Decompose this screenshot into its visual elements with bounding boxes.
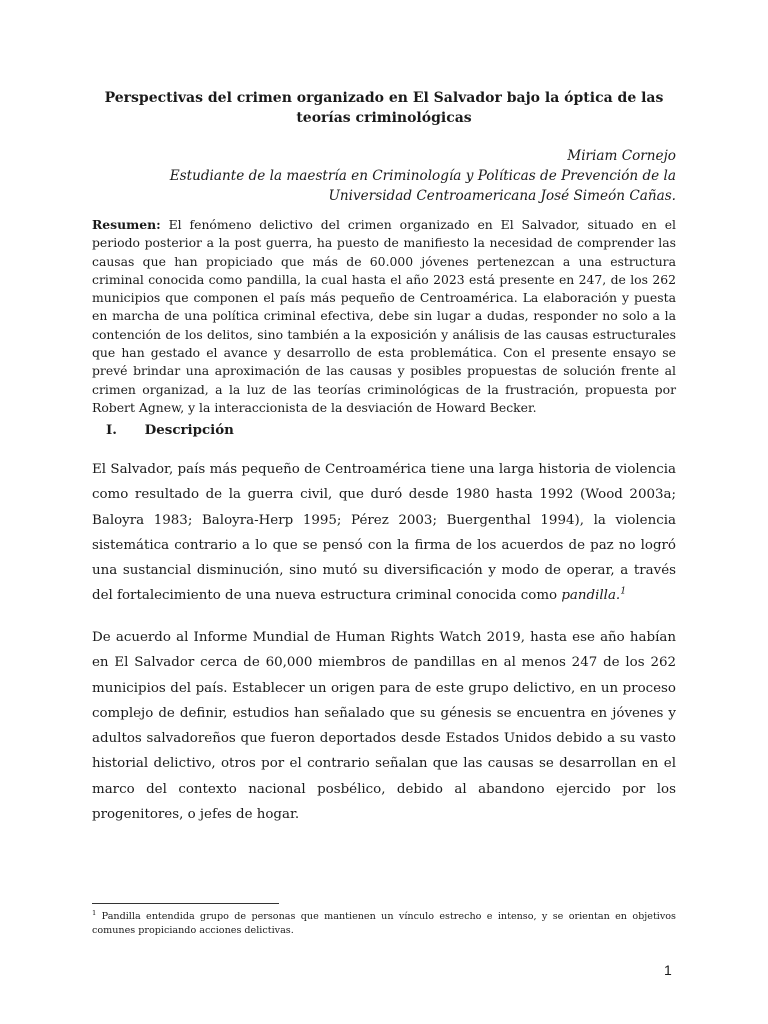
paper-title: Perspectivas del crimen organizado en El Salvador bajo la óptica de las teorías criminológicas: [104, 90, 664, 126]
author-name: Miriam Cornejo: [567, 148, 676, 164]
footnote-mark: 1: [92, 908, 97, 917]
section-heading: [106, 421, 234, 439]
footnote: [92, 910, 676, 937]
abstract-text: El fenómeno delictivo del crimen organizado en El Salvador, situado en el periodo posterior a la post guerra, ha puesto de manifiesto la necesidad de comprender las causas que han propiciado que más de 60.000 jóvenes pertenezcan a una estructura criminal conocida como pandilla, la cual hasta el año 2023 está presente en 247, de los 262 municipios que componen el país más pequeño de Centroamérica. La elaboración y puesta en marcha de una política criminal efectiva, debe sin lugar a dudas, responder no solo a la contención de los delitos, sino también a la exposición y análisis de las causas estructurales que han gestado el avance y desarrollo de esta problemática. Con el presente ensayo se prevé brindar una aproximación de las causas y posibles propuestas de solución frente al crimen organizad, a la luz de las teorías criminológicas de la frustración, propuesta por Robert Agnew, y la interaccionista de la desviación de Howard Becker.: [92, 217, 676, 415]
section-title: Descripción: [144, 422, 234, 438]
body-paragraph-2: [92, 625, 676, 827]
abstract-label: Resumen:: [92, 217, 161, 232]
abstract: [92, 216, 676, 417]
paragraph-1-italic-term: pandilla.: [561, 588, 621, 604]
paragraph-2-text: De acuerdo al Informe Mundial de Human Rights Watch 2019, hasta ese año habían en El Salvador cerca de 60,000 miembros de pandillas en al menos 247 de los 262 municipios del país. Establecer un origen para de este grupo delictivo, en un proceso complejo de definir, estudios han señalado que su génesis se encuentra en jóvenes y adultos salvadoreños que fueron deportados desde Estados Unidos debido a su vasto historial delictivo, otros por el contrario señalan que las causas se desarrollan en el marco del contexto nacional posbélico, debido al abandono ejercido por los progenitores, o jefes de hogar.: [92, 630, 676, 823]
paragraph-1-text: El Salvador, país más pequeño de Centroamérica tiene una larga historia de violencia como resultado de la guerra civil, que duró desde 1980 hasta 1992 (Wood 2003a; Baloyra 1983; Baloyra-Herp 1995; Pérez 2003; Buergenthal 1994), la violencia sistemática contrario a lo que se pensó con la firma de los acuerdos de paz no logró una sustancial disminución, sino mutó su diversificación y modo de operar, a través del fortalecimiento de una nueva estructura criminal conocida como: [92, 462, 676, 604]
body-paragraph-1: [92, 457, 676, 609]
footnote-separator: [92, 903, 279, 904]
author-affiliation: Estudiante de la maestría en Criminología y Políticas de Prevención de la Universidad Centroamericana José Simeón Cañas.: [169, 168, 676, 204]
author-block: [92, 146, 676, 206]
footnote-reference[interactable]: 1: [620, 586, 627, 598]
page-number: 1: [664, 962, 672, 978]
section-number: I.: [106, 422, 117, 438]
footnote-text: Pandilla entendida grupo de personas que mantienen un vínculo estrecho e intenso, y se orientan en objetivos comunes propiciando acciones delictivas.: [92, 911, 676, 936]
